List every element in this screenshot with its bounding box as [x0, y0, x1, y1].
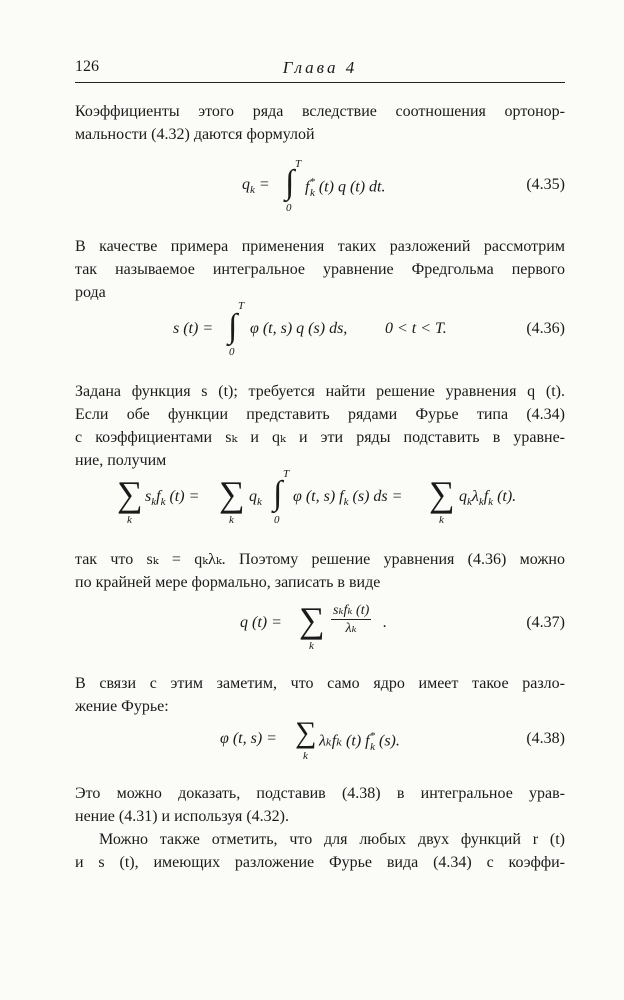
sum-index: k: [439, 514, 444, 526]
sum-sign: ∑: [219, 474, 245, 514]
sum-index: k: [309, 640, 314, 652]
sum-index: k: [127, 514, 132, 526]
text-line: Можно также отметить, что для любых двух функций r (t): [99, 831, 565, 848]
eq-term-4: $q_k\lambda_kf_k$ (t).: [459, 488, 517, 509]
text-line: мальности (4.32) даются формулой: [75, 126, 315, 143]
text-line: В связи с этим заметим, что само ядро имеет такое разло-: [75, 675, 565, 692]
integral-lower-limit: 0: [286, 202, 292, 214]
integral-upper-limit: T: [295, 158, 302, 170]
equation-4-37: [75, 598, 565, 658]
equation-number: (4.37): [526, 614, 565, 631]
paragraph-2: [75, 235, 565, 304]
integral-upper-limit: T: [283, 468, 290, 480]
eq-body: φ (t, s) q (s) ds,: [250, 320, 348, 337]
text-line: Задана функция s (t); требуется найти решение уравнения q (t).: [75, 383, 565, 400]
text-line: Коэффициенты этого ряда вследствие соотношения ортонор-: [75, 103, 565, 120]
text-line: жение Фурье:: [75, 698, 169, 715]
equation-number: (4.38): [526, 730, 565, 747]
integral-sign: ∫: [228, 308, 238, 345]
eq-condition: 0 < t < T.: [385, 320, 447, 337]
eq-term-2: $q_k$: [249, 488, 262, 509]
eq-lhs: q (t) =: [240, 614, 282, 631]
text-line: рода: [75, 284, 106, 301]
text-line: по крайней мере формально, записать в виде: [75, 574, 381, 591]
eq-lhs: φ (t, s) =: [220, 730, 277, 747]
integral-lower-limit: 0: [229, 346, 235, 358]
equation-series-substitution: [75, 468, 565, 532]
text-line: В качестве примера применения таких разложений рассмотрим: [75, 238, 565, 255]
text-line: нение (4.31) и используя (4.32).: [75, 808, 290, 825]
paragraph-5: [75, 672, 565, 718]
equation-4-38: [75, 716, 565, 768]
equation-number: (4.36): [526, 320, 565, 337]
text-line: и s (t), имеющих разложение Фурье вида (4.34) с коэффи-: [75, 854, 565, 871]
text-line: Если обе функции представить рядами Фурье типа (4.34): [75, 406, 565, 423]
integral-lower-limit: 0: [274, 514, 280, 526]
paragraph-6: [75, 782, 565, 828]
text-line: Это можно доказать, подставив (4.38) в интегральное урав-: [75, 785, 565, 802]
eq-lhs: $q_k$ =: [242, 176, 270, 197]
integral-sign: ∫: [273, 475, 283, 512]
paragraph-1: [75, 100, 565, 146]
paragraph-7: [75, 828, 565, 874]
eq-period: .: [383, 614, 387, 631]
text-line: так называемое интегральное уравнение Фредгольма первого: [75, 261, 565, 278]
sum-sign: ∑: [117, 474, 143, 514]
sum-sign: ∑: [299, 600, 325, 640]
sum-index: k: [229, 514, 234, 526]
fraction-denominator: λₖ: [345, 621, 357, 636]
equation-4-35: [75, 158, 565, 218]
eq-lhs: s (t) =: [173, 320, 214, 337]
header-rule: [75, 82, 565, 83]
paragraph-3: [75, 380, 565, 472]
text-line: так что sₖ = qₖλₖ. Поэтому решение уравнения (4.36) можно: [75, 551, 565, 568]
eq-term-1: $s_kf_k$ (t) =: [145, 488, 200, 509]
equation-4-36: [75, 300, 565, 360]
integral-upper-limit: T: [238, 300, 245, 312]
fraction-numerator: sₖfₖ (t): [333, 603, 370, 618]
page-header: [75, 58, 565, 84]
fraction: [331, 602, 371, 637]
page-number: 126: [75, 58, 99, 75]
eq-body: λₖfₖ (t) $f^*_k$ (s).: [319, 730, 400, 753]
sum-sign: ∑: [295, 716, 317, 749]
paragraph-4: [75, 548, 565, 594]
eq-body: $f^*_k$ (t) q (t) dt.: [305, 176, 386, 199]
running-head: Глава 4: [282, 58, 358, 77]
eq-term-3: φ (t, s) $f_k$ (s) ds =: [293, 488, 403, 509]
text-line: ние, получим: [75, 452, 167, 469]
integral-sign: ∫: [285, 164, 295, 201]
equation-number: (4.35): [526, 176, 565, 193]
sum-sign: ∑: [429, 474, 455, 514]
text-line: с коэффициентами sₖ и qₖ и эти ряды подставить в уравне-: [75, 429, 565, 446]
sum-index: k: [303, 750, 308, 762]
